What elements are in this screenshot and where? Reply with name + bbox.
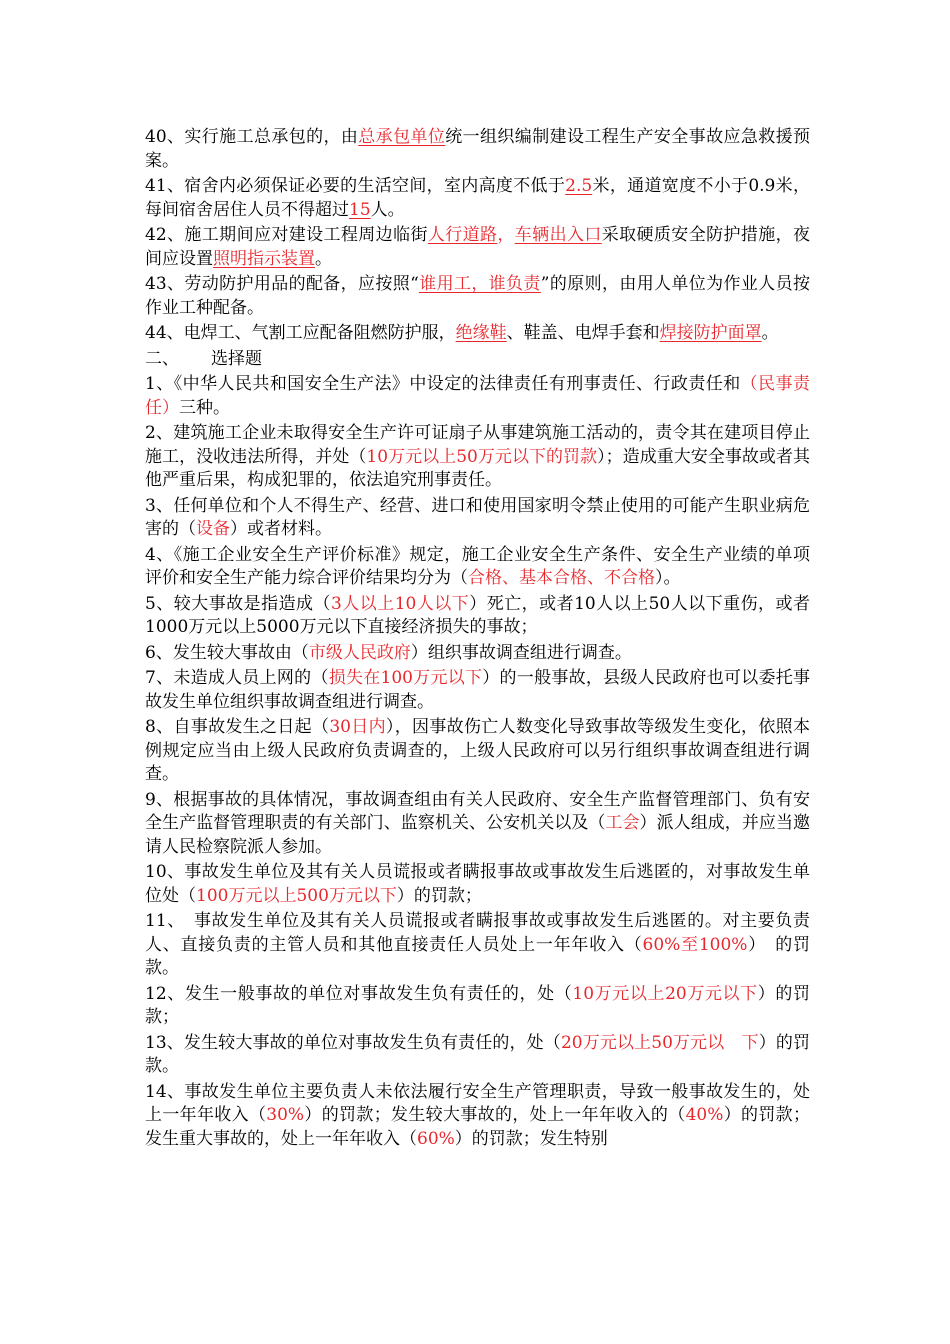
answer-text: 100万元以上500万元以下	[196, 885, 397, 906]
section-number: 二、	[145, 348, 179, 369]
question-text: 43、劳动防护用品的配备，应按照“	[145, 274, 419, 294]
question-text: 44、电焊工、气割工应配备阻燃防护服，	[145, 323, 456, 343]
answer-text: 市级人民政府	[308, 642, 411, 663]
question-text: 1、《中华人民共和国安全生产法》中设定的法律责任有刑事责任、行政责任和	[145, 374, 741, 394]
question-item	[145, 273, 810, 320]
answer-text: 10万元以上50万元以下的罚款	[366, 446, 598, 467]
answer-text: 人行道路	[427, 225, 498, 245]
question-text: 3、任何单位和个人不得生产、经营、进口和使用国家明令禁止使用的可能产生职业病危害的（	[145, 495, 810, 539]
question-item	[145, 861, 810, 908]
question-text: 2、建筑施工企业未取得安全生产许可证扇子从事建筑施工活动的，责令其在建项目停止施工，没收违法所得，并处（	[145, 423, 810, 467]
answer-text: 30%	[266, 1105, 305, 1125]
question-text: ） 的罚款。	[145, 934, 811, 978]
answer-text: 60%至100%	[642, 934, 748, 955]
question-text: ）；造成重大安全事故或者其他严重后果，构成犯罪的，依法追究刑事责任。	[145, 446, 810, 490]
question-text: ”的原则，由用人单位为作业人员按作业工种配备。	[145, 274, 811, 318]
question-text: 42、施工期间应对建设工程周边临街	[145, 225, 428, 245]
question-text: ）的罚款；发生特别	[454, 1128, 608, 1149]
question-item	[145, 544, 810, 591]
question-item	[145, 593, 810, 640]
question-item	[145, 983, 810, 1030]
answer-text: 60%	[417, 1128, 455, 1149]
choice-question-list	[145, 373, 810, 1151]
question-text: ）的罚款；发生重大事故的，处上一年年收入（	[145, 1105, 811, 1149]
question-text: 9、根据事故的具体情况，事故调查组由有关人民政府、安全生产监督管理部门、负有安全生产监督管理职责的有关部门、监察机关、公安机关以及（	[145, 789, 810, 833]
question-text: 采取硬质安全防护措施，夜间应设置	[145, 225, 811, 269]
section-title: 选择题	[211, 348, 262, 369]
question-text: ）的罚款；	[396, 885, 482, 906]
answer-text: 车辆出入口	[514, 225, 602, 245]
document-body	[145, 126, 810, 1153]
section-heading	[145, 348, 810, 372]
answer-text: 40%	[685, 1105, 724, 1125]
question-text: 8、自事故发生之日起（	[145, 717, 330, 737]
question-text: 13、发生较大事故的单位对事故发生负有责任的，处（	[145, 1032, 561, 1053]
question-item	[145, 1032, 810, 1079]
question-text: ）组织事故调查组进行调查。	[410, 642, 632, 663]
question-text: 10、事故发生单位及其有关人员谎报或者瞒报事故或事故发生后逃匿的，对事故发生单位处（	[145, 862, 810, 906]
question-item	[145, 422, 810, 493]
question-text: 12、发生一般事故的单位对事故发生负有责任的，处（	[145, 983, 573, 1004]
answer-text: 焊接防护面罩	[659, 323, 762, 343]
question-item	[145, 322, 810, 346]
answer-text: 30日内	[329, 717, 386, 737]
question-item	[145, 667, 810, 714]
fill-in-question-list	[145, 126, 810, 346]
question-text: 三种。	[179, 397, 230, 418]
answer-text: 损失在100万元以下	[328, 668, 483, 688]
question-text: ）的罚款；	[145, 983, 811, 1027]
answer-text: 15	[349, 199, 371, 220]
question-text: ）的罚款。	[145, 1032, 810, 1076]
answer-text: 总承包单位	[358, 127, 446, 147]
question-text: ），因事故伤亡人数变化导致事故等级发生变化，依照本例规定应当由上级人民政府负责调查的，上级人民政府可以另行组织事故调查组进行调查。	[145, 717, 811, 784]
answer-text: 3人以上10人以下	[331, 593, 470, 614]
question-text: 。	[761, 323, 779, 343]
question-text: 14、事故发生单位主要负责人未依法履行安全生产管理职责，导致一般事故发生的，处上一年年收入（	[145, 1081, 810, 1125]
question-text: 人。	[370, 199, 405, 220]
answer-text: 2.5	[565, 176, 593, 196]
answer-text: 10万元以上20万元以下	[572, 983, 758, 1004]
question-item	[145, 789, 810, 860]
question-text: 11、 事故发生单位及其有关人员谎报或者瞒报事故或事故发生后逃匿的。对主要负责人、直接负责的主管人员和其他直接责任人员处上一年年收入（	[145, 911, 810, 955]
question-item	[145, 495, 810, 542]
answer-text: 照明指示装置	[213, 248, 315, 269]
question-text: 6、发生较大事故由（	[145, 642, 309, 663]
answer-text: （民事责任）	[145, 374, 810, 418]
question-text: ）死亡，或者10人以上50人以下重伤，或者1000万元以上5000万元以下直接经济损失的事故；	[145, 593, 811, 637]
question-text: 41、宿舍内必须保证必要的生活空间，室内高度不低于	[145, 176, 566, 196]
question-item	[145, 1081, 810, 1152]
answer-text: 谁用工，谁负责	[418, 274, 541, 294]
question-text: ）。	[655, 568, 681, 588]
question-text: 4、《施工企业安全生产评价标准》规定，施工企业安全生产条件、安全生产业绩的单项评价和安全生产能力综合评价结果均分为（	[145, 544, 810, 588]
answer-text: 设备	[196, 519, 230, 539]
question-text: 统一组织编制建设工程生产安全事故应急救援预案。	[145, 127, 811, 171]
answer-text: 合格、基本合格、不合格	[468, 568, 655, 588]
question-item	[145, 373, 810, 420]
question-item	[145, 910, 810, 981]
question-item	[145, 126, 810, 173]
answer-text: ，	[497, 225, 515, 245]
question-text: ）或者材料。	[230, 519, 332, 539]
question-text: 。	[315, 248, 332, 269]
question-text: 5、较大事故是指造成（	[145, 593, 332, 614]
question-text: 米，通道宽度不小于0.9米，每间宿舍居住人员不得超过	[145, 176, 810, 220]
question-text: ）派人组成，并应当邀请人民检察院派人参加。	[145, 813, 811, 857]
question-text: ）的罚款；发生较大事故的，处上一年年收入的（	[304, 1105, 686, 1125]
answer-text: 绝缘鞋	[455, 323, 507, 343]
question-item	[145, 642, 810, 666]
question-text: ）的一般事故，县级人民政府也可以委托事故发生单位组织事故调查组进行调查。	[145, 668, 811, 712]
question-item	[145, 716, 810, 787]
question-text: 40、实行施工总承包的，由	[145, 127, 359, 147]
question-text: 7、未造成人员上网的（	[145, 668, 329, 688]
question-item	[145, 175, 810, 222]
answer-text: 工会	[605, 813, 640, 833]
answer-text: 20万元以上50万元以 下	[560, 1032, 759, 1053]
question-item	[145, 224, 810, 271]
question-text: 、鞋盖、电焊手套和	[506, 323, 660, 343]
